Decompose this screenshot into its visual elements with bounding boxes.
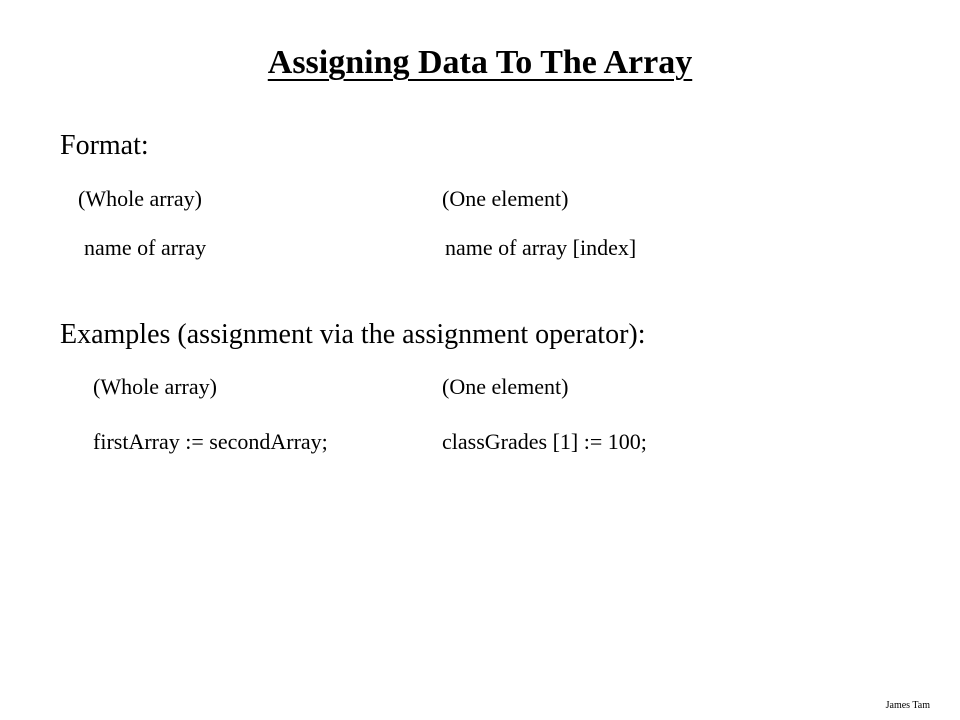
format-element-syntax: name of array [index] [445,235,637,260]
examples-element-code: classGrades [1] := 100; [442,429,647,454]
format-element-label: (One element) [442,186,569,211]
slide-title: Assigning Data To The Array [267,44,693,81]
examples-whole-code: firstArray := secondArray; [93,429,328,454]
examples-heading: Examples (assignment via the assignment operator): [60,319,646,350]
format-whole-label: (Whole array) [78,186,202,211]
format-heading: Format: [60,130,149,161]
format-whole-syntax: name of array [84,235,207,260]
examples-whole-label: (Whole array) [93,374,217,399]
author-footer: James Tam [885,700,930,711]
examples-element-label: (One element) [442,374,569,399]
